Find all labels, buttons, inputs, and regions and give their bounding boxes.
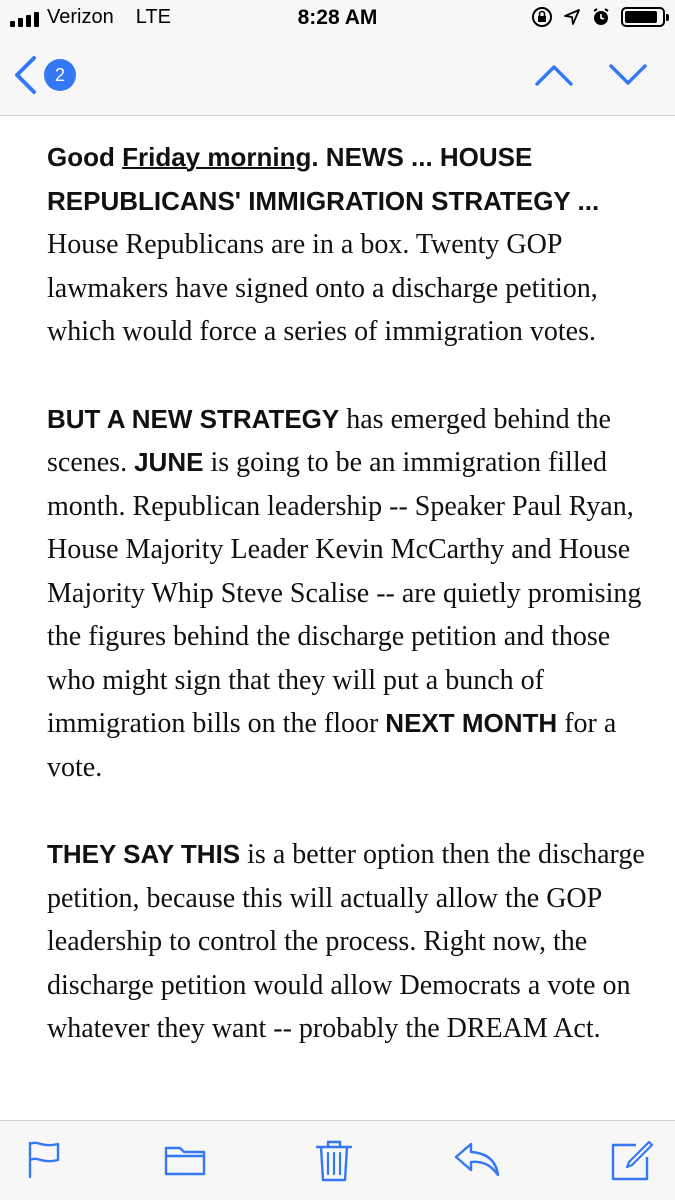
compose-button[interactable] — [610, 1139, 654, 1188]
status-bar — [0, 0, 675, 40]
previous-message-button[interactable] — [533, 60, 575, 95]
reply-icon — [453, 1139, 501, 1179]
paragraph-3-lead: THEY SAY THIS — [47, 839, 241, 869]
paragraph-2-bold-2: NEXT MONTH — [385, 708, 558, 738]
delete-button[interactable] — [315, 1139, 353, 1188]
paragraph-3-text-1: is a better option then the discharge petition, because this will actually allow the GOP leadership to control the process. Right now, the discharge petition would allow Democrats a vote on whatever they want -- probably the DREAM Act. — [47, 839, 645, 1044]
battery-icon — [621, 7, 665, 27]
paragraph-2-text-3: for a vote. — [47, 708, 617, 783]
network-type: LTE — [135, 6, 171, 28]
reply-button[interactable] — [453, 1139, 501, 1184]
headline-lead-2: . NEWS ... HOUSE REPUBLICANS' IMMIGRATION STRATEGY ... — [47, 142, 600, 216]
unread-count-badge: 2 — [44, 59, 76, 91]
compose-icon — [610, 1139, 654, 1183]
paragraph-2 — [47, 398, 647, 790]
chevron-up-icon — [533, 60, 575, 90]
back-button[interactable] — [12, 54, 76, 96]
move-to-folder-button[interactable] — [163, 1139, 207, 1184]
flag-button[interactable] — [26, 1139, 62, 1184]
headline-lead-1: Good — [47, 142, 123, 172]
paragraph-3 — [47, 833, 647, 1051]
alarm-icon — [591, 7, 611, 27]
paragraph-2-bold-1: JUNE — [134, 447, 204, 477]
next-message-button[interactable] — [607, 60, 649, 95]
folder-icon — [163, 1139, 207, 1179]
chevron-left-icon — [12, 54, 38, 96]
trash-icon — [315, 1139, 353, 1183]
headline-link[interactable]: Friday morning — [122, 142, 312, 172]
flag-icon — [26, 1139, 62, 1179]
chevron-down-icon — [607, 60, 649, 90]
orientation-lock-icon — [531, 6, 553, 28]
paragraph-1 — [47, 136, 647, 354]
paragraph-2-lead: BUT A NEW STRATEGY — [47, 403, 340, 434]
paragraph-1-body: House Republicans are in a box. Twenty GOP lawmakers have signed onto a discharge petition, which would force a series of immigration votes. — [47, 229, 598, 347]
email-body[interactable] — [0, 116, 675, 1120]
location-icon — [563, 8, 581, 26]
mail-nav-bar — [0, 40, 675, 116]
paragraph-2-text-2: is going to be an immigration filled month. Republican leadership -- Speaker Paul Ryan, House Majority Leader Kevin McCarthy and House Majority Whip Steve Scalise -- are quietly promising the figures behind the discharge petition and those who might sign that they will put a bunch of immigration bills on the floor — [47, 447, 642, 739]
battery-level — [625, 11, 657, 23]
email-article — [47, 136, 647, 1095]
carrier-name: Verizon — [47, 6, 114, 28]
status-time: 8:28 AM — [297, 6, 378, 29]
status-icons — [531, 6, 665, 28]
bottom-toolbar — [0, 1120, 675, 1200]
paragraph-2-text-1: has emerged behind the scenes. — [47, 403, 611, 478]
